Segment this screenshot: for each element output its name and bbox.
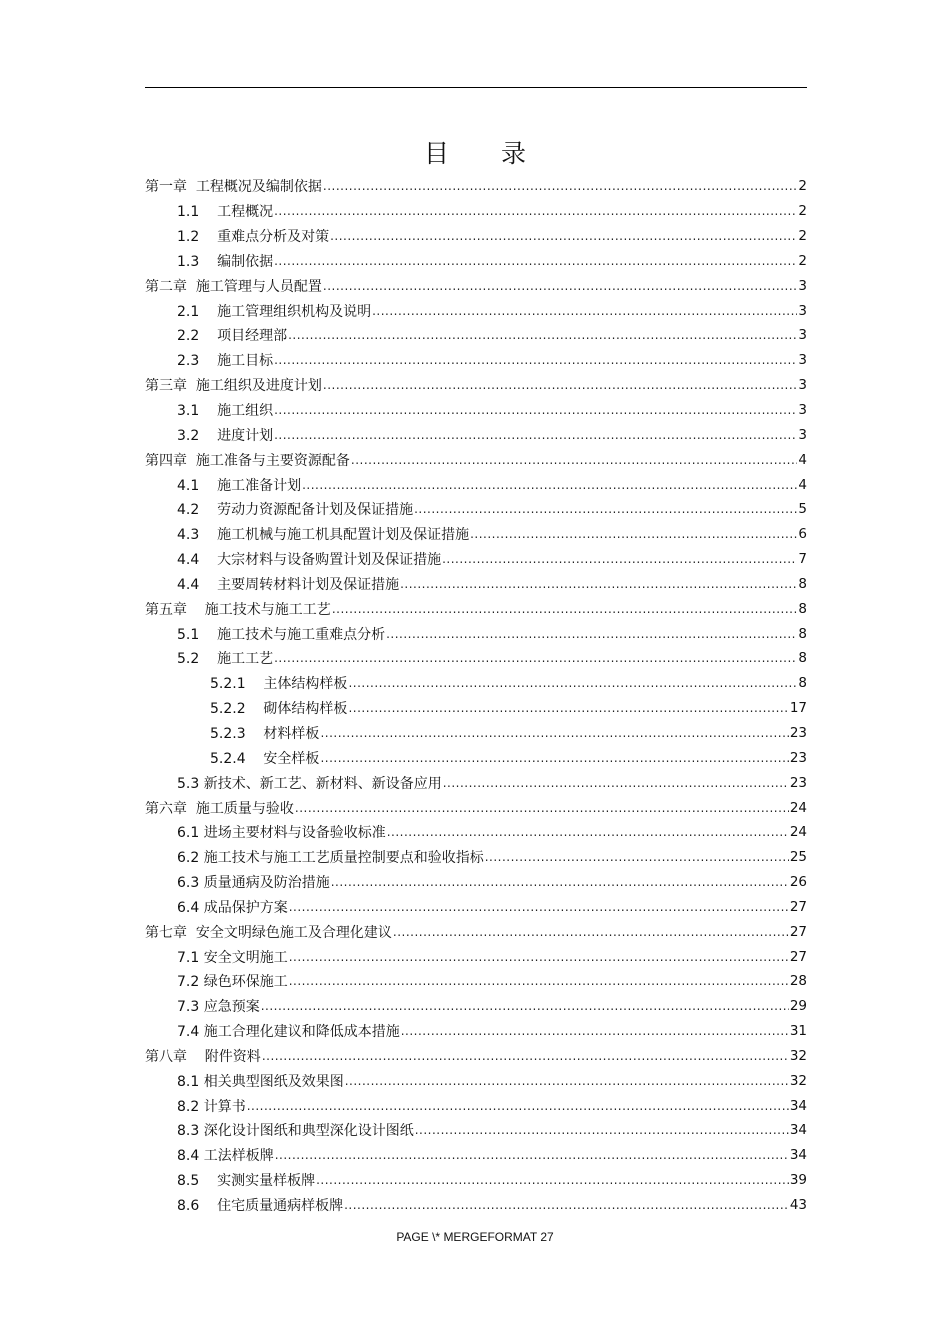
- toc-entry-label: 第四章 施工准备与主要资源配备: [145, 452, 350, 469]
- toc-chapter-entry[interactable]: [145, 1044, 807, 1069]
- toc-dot-leader: [295, 801, 789, 815]
- toc-chapter-entry[interactable]: [145, 273, 807, 298]
- toc-section-entry[interactable]: [145, 497, 807, 522]
- toc-page-number: 2: [798, 228, 807, 245]
- page-footer: PAGE \* MERGEFORMAT 27: [396, 1230, 554, 1244]
- header-rule: [145, 87, 807, 88]
- toc-dot-leader: [345, 1074, 789, 1088]
- toc-entry-label: 7.2 绿色环保施工: [177, 974, 288, 991]
- toc-dot-leader: [443, 776, 789, 790]
- toc-entry-label: 3.1 施工组织: [177, 403, 274, 420]
- toc-title: 目 录: [424, 139, 548, 168]
- toc-dot-leader: [275, 1148, 789, 1162]
- toc-entry-label: 第二章 施工管理与人员配置: [145, 278, 322, 295]
- toc-dot-leader: [289, 950, 789, 964]
- toc-page-number: 2: [798, 178, 807, 195]
- toc-dot-leader: [442, 552, 797, 566]
- toc-dot-leader: [274, 428, 797, 442]
- toc-section-entry[interactable]: [145, 1193, 807, 1218]
- toc-section-entry[interactable]: [145, 522, 807, 547]
- toc-entry-label: 7.3 应急预案: [177, 999, 260, 1016]
- toc-dot-leader: [415, 1123, 789, 1137]
- toc-section-entry[interactable]: [145, 621, 807, 646]
- toc-section-entry[interactable]: [145, 994, 807, 1019]
- toc-page-number: 8: [798, 650, 807, 667]
- toc-dot-leader: [393, 925, 789, 939]
- toc-page-number: 3: [798, 352, 807, 369]
- toc-dot-leader: [288, 328, 797, 342]
- toc-section-entry[interactable]: [145, 894, 807, 919]
- toc-entry-label: 6.2 施工技术与施工工艺质量控制要点和验收指标: [177, 850, 484, 867]
- toc-section-entry[interactable]: [145, 422, 807, 447]
- toc-dot-leader: [485, 850, 789, 864]
- toc-section-entry[interactable]: [145, 1093, 807, 1118]
- toc-dot-leader: [332, 602, 798, 616]
- toc-page-number: 27: [789, 898, 807, 915]
- toc-section-entry[interactable]: [145, 1019, 807, 1044]
- toc-chapter-entry[interactable]: [145, 373, 807, 398]
- toc-dot-leader: [348, 676, 797, 690]
- toc-entry-label: 5.2.3 材料样板: [210, 725, 320, 742]
- toc-section-entry[interactable]: [145, 348, 807, 373]
- toc-page-number: 8: [798, 675, 807, 692]
- toc-page-number: 23: [789, 774, 807, 791]
- toc-section-entry[interactable]: [145, 398, 807, 423]
- toc-section-entry[interactable]: [145, 224, 807, 249]
- toc-entry-label: 4.3 施工机械与施工机具配置计划及保证措施: [177, 527, 470, 544]
- toc-entry-label: 3.2 进度计划: [177, 427, 274, 444]
- toc-page-number: 7: [798, 551, 807, 568]
- toc-dot-leader: [401, 1024, 789, 1038]
- toc-page-number: 6: [798, 526, 807, 543]
- toc-section-entry[interactable]: [145, 745, 807, 770]
- toc-dot-leader: [348, 701, 788, 715]
- toc-page-number: 3: [798, 277, 807, 294]
- toc-page-number: 32: [789, 1047, 807, 1064]
- toc-dot-leader: [274, 651, 797, 665]
- toc-page-number: 8: [798, 575, 807, 592]
- toc-section-entry[interactable]: [145, 1168, 807, 1193]
- toc-entry-label: 8.6 住宅质量通病样板牌: [177, 1198, 344, 1215]
- toc-dot-leader: [372, 304, 797, 318]
- toc-entry-label: 第六章 施工质量与验收: [145, 800, 294, 817]
- toc-dot-leader: [331, 875, 789, 889]
- toc-page-number: 39: [789, 1172, 807, 1189]
- toc-entry-label: 8.3 深化设计图纸和典型深化设计图纸: [177, 1123, 414, 1140]
- toc-dot-leader: [262, 1049, 789, 1063]
- toc-section-entry[interactable]: [145, 671, 807, 696]
- toc-entry-label: 5.3 新技术、新工艺、新材料、新设备应用: [177, 775, 442, 792]
- toc-entry-label: 8.5 实测实量样板牌: [177, 1173, 316, 1190]
- toc-dot-leader: [414, 502, 797, 516]
- toc-entry-label: 1.1 工程概况: [177, 204, 274, 221]
- toc-section-entry[interactable]: [145, 770, 807, 795]
- toc-dot-leader: [274, 353, 797, 367]
- toc-chapter-entry[interactable]: [145, 447, 807, 472]
- toc-chapter-entry[interactable]: [145, 596, 807, 621]
- toc-page-number: 29: [789, 998, 807, 1015]
- toc-page-number: 34: [789, 1122, 807, 1139]
- toc-dot-leader: [274, 403, 797, 417]
- toc-entry-label: 7.4 施工合理化建议和降低成本措施: [177, 1024, 400, 1041]
- toc-entry-label: 2.1 施工管理组织机构及说明: [177, 303, 372, 320]
- toc-page-number: 34: [789, 1097, 807, 1114]
- toc-dot-leader: [330, 229, 797, 243]
- toc-dot-leader: [351, 453, 798, 467]
- toc-page-number: 8: [798, 625, 807, 642]
- toc-entry-label: 第八章 附件资料: [145, 1048, 261, 1065]
- toc-dot-leader: [323, 179, 798, 193]
- toc-section-entry[interactable]: [145, 298, 807, 323]
- toc-page-number: 2: [798, 203, 807, 220]
- toc-entry-label: 2.2 项目经理部: [177, 328, 288, 345]
- toc-section-entry[interactable]: [145, 870, 807, 895]
- toc-dot-leader: [400, 577, 797, 591]
- toc-dot-leader: [316, 1173, 789, 1187]
- toc-entry-label: 1.2 重难点分析及对策: [177, 229, 330, 246]
- toc-entry-label: 第五章 施工技术与施工工艺: [145, 601, 331, 618]
- toc-page-number: 4: [798, 451, 807, 468]
- toc-page-number: 3: [798, 426, 807, 443]
- toc-page-number: 31: [789, 1023, 807, 1040]
- toc-page-number: 3: [798, 327, 807, 344]
- table-of-contents: [145, 174, 807, 1217]
- toc-entry-label: 6.1 进场主要材料与设备验收标准: [177, 825, 386, 842]
- toc-page-number: 26: [789, 874, 807, 891]
- toc-chapter-entry[interactable]: [145, 795, 807, 820]
- toc-dot-leader: [323, 378, 798, 392]
- toc-entry-label: 第七章 安全文明绿色施工及合理化建议: [145, 924, 392, 941]
- toc-page-number: 17: [789, 700, 807, 717]
- toc-entry-label: 5.2.2 砌体结构样板: [210, 701, 348, 718]
- toc-section-entry[interactable]: [145, 323, 807, 348]
- toc-page-number: 23: [789, 724, 807, 741]
- toc-entry-label: 8.4 工法样板牌: [177, 1148, 274, 1165]
- toc-entry-label: 4.2 劳动力资源配备计划及保证措施: [177, 502, 414, 519]
- toc-dot-leader: [344, 1198, 789, 1212]
- toc-section-entry[interactable]: [145, 572, 807, 597]
- toc-page-number: 3: [798, 402, 807, 419]
- toc-dot-leader: [387, 825, 789, 839]
- toc-section-entry[interactable]: [145, 969, 807, 994]
- toc-section-entry[interactable]: [145, 820, 807, 845]
- toc-page-number: 27: [789, 923, 807, 940]
- toc-section-entry[interactable]: [145, 696, 807, 721]
- toc-chapter-entry[interactable]: [145, 174, 807, 199]
- toc-entry-label: 6.4 成品保护方案: [177, 899, 288, 916]
- toc-dot-leader: [247, 1099, 789, 1113]
- toc-page-number: 3: [798, 377, 807, 394]
- toc-entry-label: 4.4 主要周转材料计划及保证措施: [177, 576, 400, 593]
- toc-page-number: 24: [789, 799, 807, 816]
- toc-dot-leader: [289, 974, 789, 988]
- toc-section-entry[interactable]: [145, 547, 807, 572]
- toc-page-number: 4: [798, 476, 807, 493]
- toc-entry-label: 6.3 质量通病及防治措施: [177, 875, 330, 892]
- toc-dot-leader: [320, 751, 788, 765]
- toc-entry-label: 5.1 施工技术与施工重难点分析: [177, 626, 386, 643]
- toc-page-number: 32: [789, 1072, 807, 1089]
- toc-section-entry[interactable]: [145, 1118, 807, 1143]
- toc-section-entry[interactable]: [145, 845, 807, 870]
- toc-entry-label: 4.1 施工准备计划: [177, 477, 302, 494]
- toc-page-number: 24: [789, 824, 807, 841]
- toc-entry-label: 2.3 施工目标: [177, 353, 274, 370]
- toc-entry-label: 5.2.4 安全样板: [210, 750, 320, 767]
- toc-entry-label: 第三章 施工组织及进度计划: [145, 378, 322, 395]
- toc-chapter-entry[interactable]: [145, 919, 807, 944]
- toc-entry-label: 5.2 施工工艺: [177, 651, 274, 668]
- toc-section-entry[interactable]: [145, 1143, 807, 1168]
- toc-section-entry[interactable]: [145, 199, 807, 224]
- toc-page-number: 27: [789, 948, 807, 965]
- toc-entry-label: 8.1 相关典型图纸及效果图: [177, 1073, 344, 1090]
- toc-dot-leader: [302, 478, 797, 492]
- toc-page-number: 2: [798, 252, 807, 269]
- toc-dot-leader: [274, 254, 797, 268]
- toc-dot-leader: [386, 627, 797, 641]
- toc-page-number: 28: [789, 973, 807, 990]
- toc-page-number: 23: [789, 749, 807, 766]
- toc-entry-label: 7.1 安全文明施工: [177, 949, 288, 966]
- toc-section-entry[interactable]: [145, 1068, 807, 1093]
- toc-dot-leader: [274, 204, 797, 218]
- toc-page-number: 5: [798, 501, 807, 518]
- toc-entry-label: 1.3 编制依据: [177, 253, 274, 270]
- toc-page-number: 3: [798, 302, 807, 319]
- toc-entry-label: 第一章 工程概况及编制依据: [145, 179, 322, 196]
- toc-dot-leader: [470, 527, 797, 541]
- toc-section-entry[interactable]: [145, 472, 807, 497]
- toc-entry-label: 8.2 计算书: [177, 1098, 246, 1115]
- toc-section-entry[interactable]: [145, 944, 807, 969]
- toc-entry-label: 4.4 大宗材料与设备购置计划及保证措施: [177, 552, 442, 569]
- toc-page-number: 43: [789, 1197, 807, 1214]
- toc-dot-leader: [320, 726, 788, 740]
- toc-page-number: 34: [789, 1147, 807, 1164]
- toc-entry-label: 5.2.1 主体结构样板: [210, 676, 348, 693]
- toc-page-number: 8: [798, 600, 807, 617]
- toc-section-entry[interactable]: [145, 646, 807, 671]
- toc-section-entry[interactable]: [145, 249, 807, 274]
- toc-dot-leader: [289, 900, 789, 914]
- toc-page-number: 25: [789, 849, 807, 866]
- toc-dot-leader: [323, 279, 798, 293]
- toc-dot-leader: [261, 999, 789, 1013]
- toc-section-entry[interactable]: [145, 721, 807, 746]
